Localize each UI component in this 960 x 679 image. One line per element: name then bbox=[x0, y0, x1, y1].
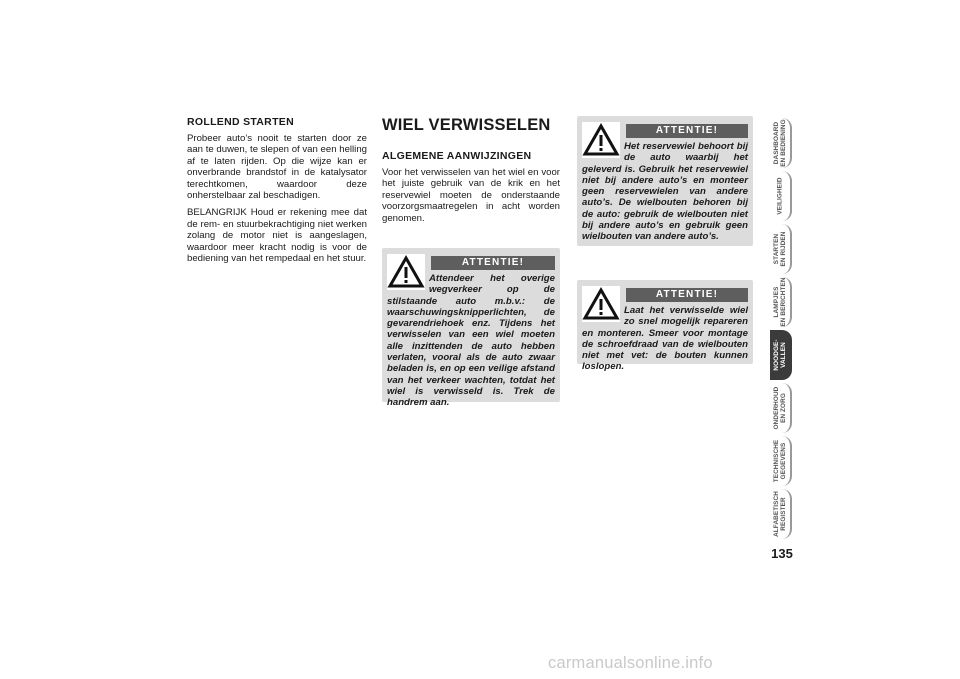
tab-starten[interactable] bbox=[770, 224, 792, 274]
tab-label: STARTEN bbox=[773, 233, 780, 265]
warning-triangle-icon bbox=[387, 254, 425, 290]
paragraph-algemene-aanwijzingen: Voor het verwisselen van het wiel en voor het juiste gebruik van de krik en het reservewiel moeten de onderstaande voorzorgsmaatregelen in acht worden genomen. bbox=[382, 167, 560, 224]
tab-label: VALLEN bbox=[780, 342, 787, 368]
warning-box-1 bbox=[382, 248, 560, 409]
tab-dashboard[interactable] bbox=[770, 118, 792, 168]
warning-box-2 bbox=[577, 116, 753, 246]
tab-label: EN BERICHTEN bbox=[780, 277, 787, 327]
tab-lampjes[interactable] bbox=[770, 277, 792, 327]
tab-label: NOODGE- bbox=[773, 339, 780, 371]
tab-label: LAMPJES bbox=[773, 286, 780, 318]
warning-text: Laat het verwisselde wiel zo snel mogelijk repareren en monteren. Smeer voor montage de schroefdraad van de wielbouten niet met vet: de bouten kunnen loslopen. bbox=[582, 305, 748, 373]
left-column bbox=[187, 116, 367, 270]
warning-text: Het reservewiel behoort bij de auto waarbij het geleverd is. Gebruik het reservewiel niet bij andere auto’s en monteer geen reservewielen van andere auto’s. De wielbouten behoren bij de auto: gebruik de wielbouten niet bij andere auto’s en gebruik geen wielbouten van andere auto’s. bbox=[582, 141, 748, 243]
page-number: 135 bbox=[771, 546, 793, 561]
tab-label: EN RIJDEN bbox=[780, 231, 787, 267]
tab-label: EN BEDIENING bbox=[780, 119, 787, 167]
section-heading-rollend-starten: ROLLEND STARTEN bbox=[187, 116, 294, 128]
watermark-text: carmanualsonline.info bbox=[548, 654, 713, 672]
tab-label: ALFABETISCH bbox=[773, 491, 780, 537]
paragraph-belangrijk: BELANGRIJK Houd er rekening mee dat de rem- en stuurbekrachtiging niet werken zolang de motor niet is aangeslagen, waardoor meer kracht nodig is voor de bediening van het rempedaal en het stuur. bbox=[187, 207, 367, 265]
section-heading-algemene-aanwijzingen: ALGEMENE AANWIJZINGEN bbox=[382, 150, 532, 162]
tab-label: VEILIGHEID bbox=[776, 177, 784, 215]
paragraph-rollend-starten: Probeer auto’s nooit te starten door ze aan te duwen, te slepen of van een helling af te laten rijden. Op die wijze kan er onverbrande brandstof in de katalysator terechtkomen, waardoor deze onherstelbaar zal beschadigen. bbox=[187, 133, 367, 202]
tab-label: GEGEVENS bbox=[780, 442, 787, 480]
tab-onderhoud[interactable] bbox=[770, 383, 792, 433]
warning-triangle-icon bbox=[582, 122, 620, 158]
tab-label: REGISTER bbox=[780, 497, 787, 531]
warning-box-3 bbox=[577, 280, 753, 373]
warning-triangle-icon bbox=[582, 286, 620, 322]
tab-alfabetisch-register[interactable] bbox=[770, 489, 792, 539]
tab-noodgevallen[interactable] bbox=[770, 330, 792, 380]
attention-badge: ATTENTIE! bbox=[626, 288, 748, 302]
page-title: WIEL VERWISSELEN bbox=[382, 116, 551, 134]
tab-label: ONDERHOUD bbox=[773, 386, 780, 430]
warning-text: Attendeer het overige wegverkeer op de stilstaande auto m.b.v.: de waarschuwingsknipperlichten, de gevarendriehoek enz. Tijdens het verwisselen van een wiel moeten alle inzittenden de auto hebben verlaten, vooral als de auto zwaar beladen is, en op een veilige afstand van het verkeer wachten, totdat het wiel is verwisseld is. Trek de handrem aan. bbox=[387, 273, 555, 409]
tab-veiligheid[interactable] bbox=[770, 171, 792, 221]
tab-technische-gegevens[interactable] bbox=[770, 436, 792, 486]
attention-badge: ATTENTIE! bbox=[626, 124, 748, 138]
attention-badge: ATTENTIE! bbox=[431, 256, 555, 270]
tab-label: DASHBOARD bbox=[773, 121, 780, 165]
tab-label: TECHNISCHE bbox=[773, 439, 780, 483]
middle-column bbox=[382, 116, 560, 230]
tab-label: EN ZORG bbox=[780, 393, 787, 423]
